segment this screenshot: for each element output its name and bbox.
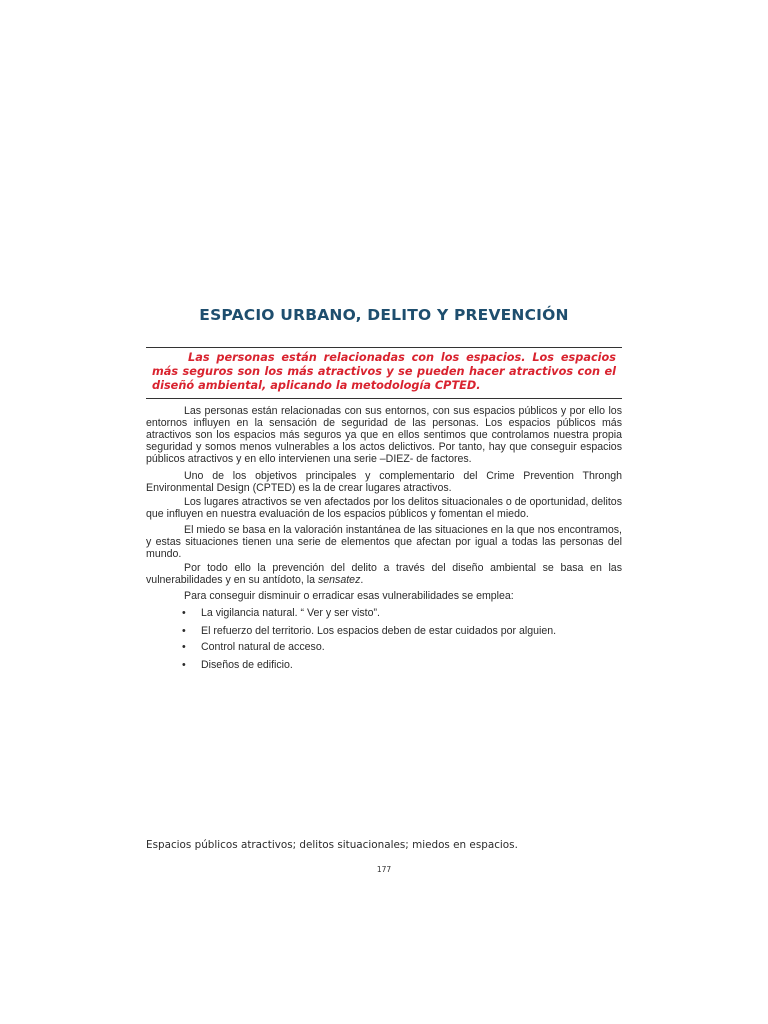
list-item: Control natural de acceso. — [201, 641, 325, 653]
list-item: La vigilancia natural. “ Ver y ser visto”. — [201, 607, 380, 619]
paragraph-5-text: Por todo ello la prevención del delito a través del diseño ambiental se basa en las vulnerabilidades y en su antídoto, la — [146, 562, 622, 586]
list-intro: Para conseguir disminuir o erradicar esas vulnerabilidades se emplea: — [184, 590, 514, 602]
list-item: Diseños de edificio. — [201, 659, 293, 671]
bullet-marker: • — [182, 625, 186, 637]
paragraph-5-emphasis: sensatez — [317, 573, 361, 586]
abstract-top-rule — [146, 347, 622, 348]
paragraph-4: El miedo se basa en la valoración instantánea de las situaciones en la que nos encontramos, y estas situaciones tienen una serie de elementos que afectan por igual a todas las personas del mundo. — [146, 524, 622, 560]
page-title: ESPACIO URBANO, DELITO Y PREVENCIÓN — [199, 306, 569, 324]
paragraph-5-end: . — [360, 573, 364, 586]
abstract-bottom-rule — [146, 398, 622, 399]
bullet-marker: • — [182, 659, 186, 671]
list-item: El refuerzo del territorio. Los espacios deben de estar cuidados por alguien. — [201, 625, 557, 637]
bullet-marker: • — [182, 641, 186, 653]
keywords: Espacios públicos atractivos; delitos situacionales; miedos en espacios. — [146, 839, 518, 851]
paragraph-1: Las personas están relacionadas con sus entornos, con sus espacios públicos y por ello los entornos influyen en la sensación de seguridad de las personas. Los espacios públicos más atractivos son los espacios más seguros ya que en ellos sentimos que controlamos nuestra propia seguridad y somos menos vulnerables a los actos delictivos. Por tanto, hay que conseguir espacios públicos atractivos y en ello intervienen una serie –DIEZ- de factores. — [146, 405, 622, 465]
paragraph-3: Los lugares atractivos se ven afectados por los delitos situacionales o de oportunidad, delitos que influyen en nuestra evaluación de los espacios públicos y fomentan el miedo. — [146, 496, 622, 520]
bullet-marker: • — [182, 607, 186, 619]
paragraph-2: Uno de los objetivos principales y complementario del Crime Prevention Throngh Environmental Design (CPTED) es la de crear lugares atractivos. — [146, 470, 622, 494]
page-number: 177 — [376, 865, 392, 874]
paragraph-5 — [146, 563, 622, 587]
abstract: Las personas están relacionadas con los espacios. Los espacios más seguros son los más atractivos y se pueden hacer atractivos con el diseñó ambiental, aplicando la metodología CPTED. — [152, 351, 616, 393]
